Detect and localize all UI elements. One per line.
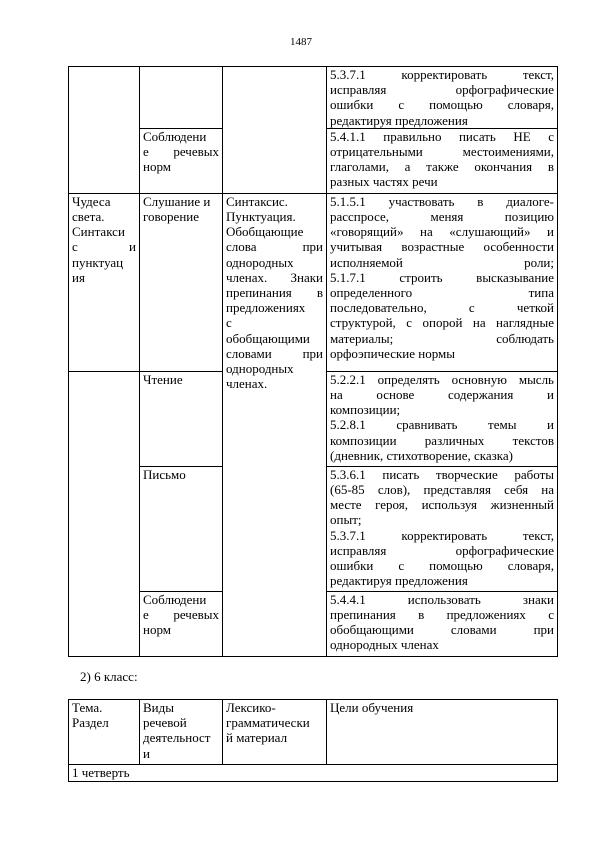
- text-line: структурой, с опорой на наглядные: [330, 315, 554, 331]
- quarter-row: 1 четверть: [69, 765, 558, 782]
- text-line: учитывая возрастные особенности: [330, 239, 554, 255]
- text-line: композиции различных текстов: [330, 432, 554, 448]
- text-line: опыт;: [330, 512, 362, 528]
- text-line: 5.3.7.1 корректировать текст,: [330, 67, 554, 82]
- text-line: однородных: [226, 254, 294, 270]
- text-line: редактируя предложения: [330, 112, 468, 128]
- text-line: Чудеса: [72, 193, 111, 209]
- text-line: Лексико-: [226, 700, 276, 715]
- text-line: норм: [143, 622, 171, 638]
- text-line: Соблюдени: [143, 591, 207, 607]
- text-line: однородных: [226, 361, 294, 377]
- text-line: исправляя орфографические: [330, 82, 554, 98]
- text-line: глаголами, а также окончания в: [330, 159, 554, 175]
- text-line: определенного типа: [330, 285, 554, 301]
- activity-cell: [140, 371, 223, 466]
- text-line: 5.2.8.1 сравнивать темы и: [330, 417, 554, 433]
- activity-cell: [140, 128, 223, 193]
- header-grammar: [223, 700, 327, 765]
- objectives-cell: [327, 466, 558, 591]
- text-line: Синтаксис.: [226, 193, 288, 209]
- text-line: препинания в предложениях с: [330, 607, 554, 623]
- text-line: 5.3.7.1 корректировать текст,: [330, 527, 554, 543]
- text-line: слова при: [226, 239, 323, 255]
- text-line: й материал: [226, 730, 288, 746]
- text-line: (дневник, стихотворение, сказка): [330, 447, 513, 463]
- text-line: отрицательными местоимениями,: [330, 144, 554, 160]
- text-line: последовательно, с четкой: [330, 300, 554, 316]
- activity-cell: [140, 193, 223, 371]
- text-line: словами при: [226, 345, 323, 361]
- text-line: Раздел: [72, 715, 109, 731]
- text-line: Синтакси: [72, 224, 125, 240]
- grammar-cell: [223, 67, 327, 194]
- text-line: и: [143, 745, 150, 761]
- text-line: с и: [72, 239, 136, 255]
- text-line: Тема.: [72, 700, 103, 715]
- section-note: 2) 6 класс:: [80, 669, 138, 684]
- text-line: ошибки с помощью словаря,: [330, 97, 554, 113]
- text-line: разных частях речи: [330, 174, 438, 190]
- text-line: членах.: [226, 376, 268, 392]
- text-line: света.: [72, 209, 105, 225]
- text-line: исправляя орфографические: [330, 542, 554, 558]
- text-line: е речевых: [143, 607, 219, 623]
- header-topic: [69, 700, 140, 765]
- text-line: 5.2.2.1 определять основную мысль: [330, 371, 554, 387]
- text-line: с: [226, 315, 232, 331]
- text-line: однородных членах: [330, 637, 439, 653]
- text-line: Слушание и: [143, 193, 211, 209]
- text-line: 5.4.4.1 использовать знаки: [330, 591, 554, 607]
- page-number: 1487: [290, 36, 312, 48]
- text-line: препинания в: [226, 285, 323, 301]
- text-line: Цели обучения: [330, 700, 414, 715]
- objectives-cell: [327, 371, 558, 466]
- curriculum-table-grade6: [68, 699, 558, 782]
- text-line: материалы; соблюдать: [330, 330, 554, 346]
- text-line: «говорящий» на «слушающий» и: [330, 224, 554, 240]
- objectives-cell: [327, 67, 558, 129]
- topic-cell: [69, 193, 140, 371]
- text-line: расспросе, меняя позицию: [330, 209, 554, 225]
- text-line: деятельност: [143, 730, 211, 746]
- objectives-cell: [327, 591, 558, 656]
- text-line: норм: [143, 159, 171, 175]
- text-line: редактируя предложения: [330, 573, 468, 589]
- text-line: месте героя, используя жизненный: [330, 497, 554, 513]
- text-line: обобщающими: [226, 330, 310, 346]
- text-line: говорение: [143, 209, 200, 225]
- grammar-cell: [223, 193, 327, 656]
- text-line: 5.1.5.1 участвовать в диалоге-: [330, 193, 554, 209]
- text-line: речевой: [143, 715, 187, 731]
- topic-cell: [69, 371, 140, 656]
- text-line: е речевых: [143, 144, 219, 160]
- text-line: 5.1.7.1 строить высказывание: [330, 269, 554, 285]
- text-line: обобщающими словами при: [330, 622, 554, 638]
- text-line: на основе содержания и: [330, 387, 554, 403]
- text-line: исполняемой роли;: [330, 254, 554, 270]
- activity-cell: [140, 591, 223, 656]
- header-objectives: [327, 700, 558, 765]
- objectives-cell: [327, 193, 558, 371]
- text-line: Виды: [143, 700, 174, 715]
- text-line: орфоэпические нормы: [330, 345, 455, 361]
- topic-cell: [69, 67, 140, 194]
- activity-cell: [140, 67, 223, 129]
- text-line: предложениях: [226, 300, 306, 316]
- text-line: композиции;: [330, 402, 401, 418]
- text-line: (65-85 слов), представляя себя на: [330, 482, 554, 498]
- text-line: Чтение: [143, 371, 183, 387]
- text-line: 5.3.6.1 писать творческие работы: [330, 466, 554, 482]
- text-line: Пунктуация.: [226, 209, 296, 225]
- text-line: Обобщающие: [226, 224, 304, 240]
- text-line: Письмо: [143, 466, 186, 482]
- text-line: Соблюдени: [143, 128, 207, 144]
- curriculum-table-grade5: [68, 66, 558, 657]
- text-line: 5.4.1.1 правильно писать НЕ с: [330, 128, 554, 144]
- text-line: грамматически: [226, 715, 310, 731]
- header-activity: [140, 700, 223, 765]
- text-line: ошибки с помощью словаря,: [330, 558, 554, 574]
- activity-cell: [140, 466, 223, 591]
- text-line: пунктуац: [72, 254, 124, 270]
- text-line: членах. Знаки: [226, 269, 323, 285]
- objectives-cell: [327, 128, 558, 193]
- text-line: ия: [72, 269, 85, 285]
